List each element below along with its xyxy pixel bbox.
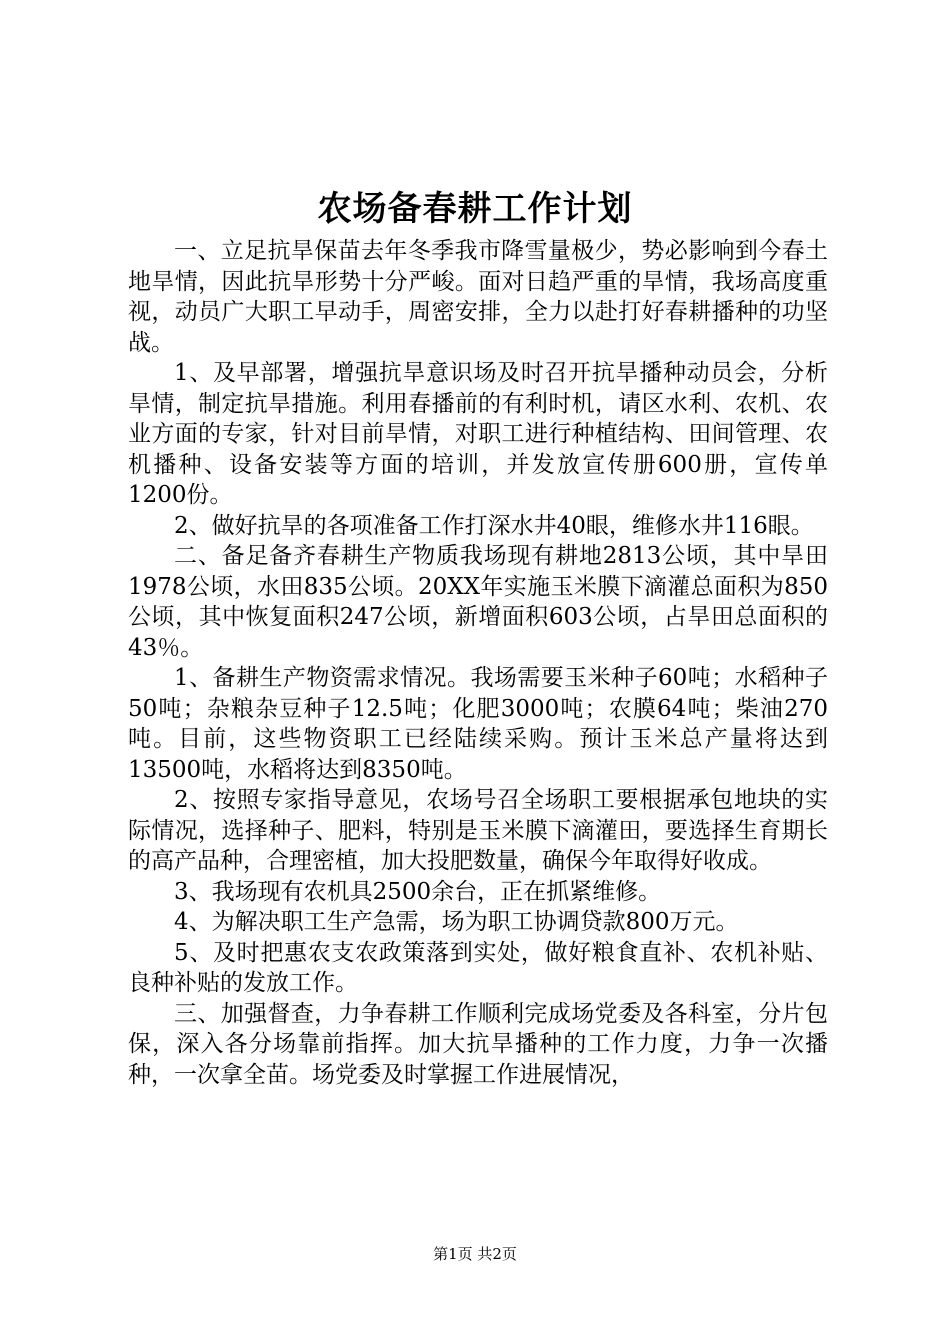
paragraph: 2、按照专家指导意见，农场号召全场职工要根据承包地块的实际情况，选择种子、肥料，特别是玉米膜下滴灌田，要选择生育期长的高产品种，合理密植，加大投肥数量，确保今年取得好收成。 — [128, 787, 828, 874]
paragraph: 5、及时把惠农支农政策落到实处，做好粮食直补、农机补贴、良种补贴的发放工作。 — [128, 939, 828, 996]
paragraph: 三、加强督查，力争春耕工作顺利完成场党委及各科室，分片包保，深入各分场靠前指挥。加大抗旱播种的工作力度，力争一次播种，一次拿全苗。场党委及时掌握工作进展情况， — [128, 1000, 828, 1088]
paragraph: 1、备耕生产物资需求情况。我场需要玉米种子60吨；水稻种子50吨；杂粮杂豆种子12.5吨；化肥3000吨；农膜64吨；柴油270吨。目前，这些物资职工已经陆续采购。预计玉米总产量将达到13500吨，水稻将达到8350吨。 — [128, 665, 828, 783]
paragraph: 3、我场现有农机具2500余台，正在抓紧维修。 — [174, 878, 662, 905]
document-title: 农场备春耕工作计划 — [317, 189, 633, 229]
paragraph: 1、及早部署，增强抗旱意识场及时召开抗旱播种动员会，分析旱情，制定抗旱措施。利用春播前的有利时机，请区水利、农机、农业方面的专家，针对目前旱情，对职工进行种植结构、田间管理、农机播种、设备安装等方面的培训，并发放宣传册600册，宣传单1200份。 — [128, 360, 828, 508]
paragraph: 一、立足抗旱保苗去年冬季我市降雪量极少，势必影响到今春土地旱情，因此抗旱形势十分严峻。面对日趋严重的旱情，我场高度重视，动员广大职工早动手，周密安排，全力以赴打好春耕播种的功坚战。 — [128, 238, 828, 356]
paragraph: 二、备足备齐春耕生产物质我场现有耕地2813公顷，其中旱田1978公顷，水田835公顷。20XX年实施玉米膜下滴灌总面积为850公顷，其中恢复面积247公顷，新增面积603公顷，占旱田总面积的43％。 — [128, 543, 828, 661]
paragraph: 4、为解决职工生产急需，场为职工协调贷款800万元。 — [174, 909, 739, 935]
paragraph: 2、做好抗旱的各项准备工作打深水井40眼，维修水井116眼。 — [174, 512, 814, 539]
page-footer: 第1页 共2页 — [433, 1245, 517, 1263]
document-body — [128, 236, 828, 1090]
